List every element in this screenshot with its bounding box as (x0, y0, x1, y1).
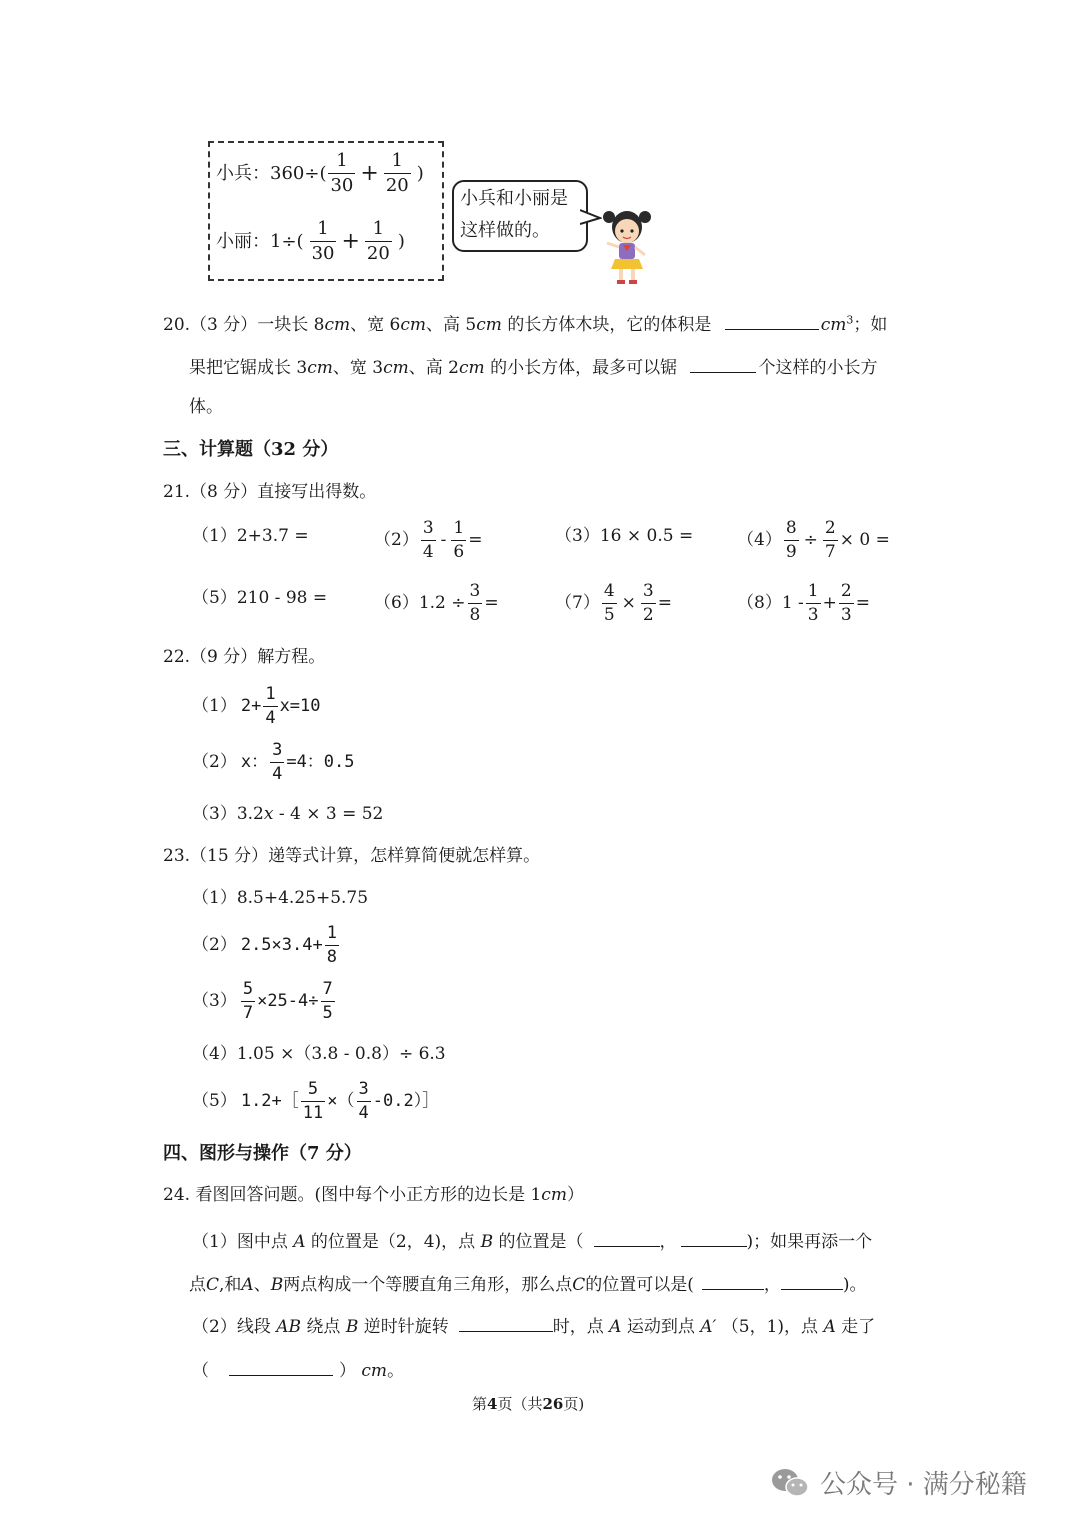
q22-item-1: （1） 2+ $\frac{1}{4}$ x=10 (192, 684, 321, 728)
q22-item-2: （2） x： $\frac{3}{4}$ =4：0.5 (192, 740, 355, 784)
answer-blank-volume[interactable] (725, 313, 819, 330)
answer-blank-by[interactable] (681, 1230, 747, 1247)
fraction: $\frac{2}{3}$ (840, 581, 852, 625)
page-number: 第4页（共26页) (472, 1395, 585, 1413)
q21-item-4: （4） $\frac{8}{9}$ ÷ $\frac{2}{7}$ × 0 = (737, 518, 890, 562)
answer-blank-cx[interactable] (702, 1273, 764, 1290)
q21-item-6: （6）1.2 ÷ $\frac{3}{8}$ = (374, 581, 499, 625)
q23-item-4: （4）1.05 ×（3.8 - 0.8）÷ 6.3 (192, 1044, 446, 1064)
q24-item-1-line-2: 点C,和A、B两点构成一个等腰直角三角形，那么点C的位置可以是( ， )。 (189, 1275, 867, 1295)
fraction: $\frac{1}{30}$ (330, 150, 354, 196)
answer-blank-cy[interactable] (781, 1273, 843, 1290)
fraction: $\frac{2}{7}$ (824, 518, 836, 562)
speech-line-2: 这样做的。 (460, 220, 550, 241)
q21-item-7: （7） $\frac{4}{5}$ × $\frac{3}{2}$ = (555, 581, 672, 625)
q24-item-2-line-1: （2）线段 AB 绕点 B 逆时针旋转 时，点 A 运动到点 A′ （5，1)，点 A 走了 (192, 1317, 876, 1337)
fraction: $\frac{3}{4}$ (422, 518, 434, 562)
q21-item-1: （1）2+3.7 = (192, 526, 309, 546)
answer-blank-angle[interactable] (459, 1315, 553, 1332)
watermark: 公众号 · 满分秘籍 (770, 1464, 1027, 1501)
fraction: $\frac{1}{30}$ (311, 218, 335, 264)
fraction: $\frac{7}{5}$ (322, 979, 333, 1023)
answer-blank-count[interactable] (690, 356, 756, 373)
q22-item-3: （3）3.2x - 4 × 3 = 52 (192, 804, 384, 824)
fraction: $\frac{4}{5}$ (603, 581, 615, 625)
answer-blank-distance[interactable] (229, 1359, 333, 1376)
fraction: $\frac{1}{3}$ (807, 581, 819, 625)
fraction: $\frac{1}{8}$ (326, 923, 337, 967)
q24-item-2-line-2: （ ） cm。 (192, 1361, 405, 1381)
q20-line-2: 果把它锯成长 3cm、宽 3cm、高 2cm 的小长方体，最多可以锯 个这样的小长方 (189, 358, 878, 378)
q21-item-3: （3）16 × 0.5 = (555, 526, 694, 546)
q20-line-3: 体。 (189, 397, 223, 417)
fraction: $\frac{8}{9}$ (785, 518, 797, 562)
q23-item-1: （1）8.5+4.25+5.75 (192, 888, 369, 908)
fraction: $\frac{5}{11}$ (302, 1079, 324, 1123)
q21-item-2: （2） $\frac{3}{4}$ - $\frac{1}{6}$ = (374, 518, 483, 562)
section-3-heading: 三、计算题（32 分） (163, 439, 339, 460)
fraction: $\frac{3}{2}$ (642, 581, 654, 625)
fraction: $\frac{3}{4}$ (272, 740, 283, 784)
q22-title: 22.（9 分）解方程。 (163, 647, 326, 667)
section-4-heading: 四、图形与操作（7 分） (163, 1143, 362, 1164)
fraction: $\frac{1}{4}$ (265, 684, 276, 728)
q23-item-3: （3） $\frac{5}{7}$ ×25-4÷ $\frac{7}{5}$ (192, 979, 333, 1023)
fraction: $\frac{3}{8}$ (469, 581, 481, 625)
fraction: $\frac{1}{20}$ (366, 218, 390, 264)
q21-title: 21.（8 分）直接写出得数。 (163, 482, 377, 502)
q21-item-8: （8）1 - $\frac{1}{3}$ + $\frac{2}{3}$ = (737, 581, 870, 625)
fraction: $\frac{3}{4}$ (358, 1079, 369, 1123)
speech-line-1: 小兵和小丽是 (460, 188, 568, 209)
q20-line-1: 20.（3 分）一块长 8cm、宽 6cm、高 5cm 的长方体木块，它的体积是 $cm^3$；如 (163, 313, 888, 335)
wechat-icon (770, 1466, 810, 1500)
fraction: $\frac{1}{6}$ (453, 518, 465, 562)
xiaoli-method: 小丽： 1÷( $\frac{1}{30}$ + $\frac{1}{20}$ ) (216, 218, 405, 264)
fraction: $\frac{5}{7}$ (242, 979, 254, 1023)
q24-item-1-line-1: （1）图中点 A 的位置是（2，4)，点 B 的位置是（ ， )；如果再添一个 (192, 1232, 873, 1252)
cartoon-girl-icon (597, 205, 657, 287)
xiaobing-method: 小兵： 360÷( $\frac{1}{30}$ + $\frac{1}{20}$ ) (216, 150, 424, 196)
answer-blank-bx[interactable] (594, 1230, 660, 1247)
q23-item-2: （2） 2.5×3.4+ $\frac{1}{8}$ (192, 923, 337, 967)
q23-item-5: （5） 1.2+［ $\frac{5}{11}$ ×（ $\frac{3}{4}$ -0.2）］ (192, 1079, 440, 1123)
fraction: $\frac{1}{20}$ (385, 150, 409, 196)
q21-item-5: （5）210 - 98 = (192, 588, 328, 608)
q24-title: 24. 看图回答问题。(图中每个小正方形的边长是 1cm） (163, 1185, 584, 1205)
q23-title: 23.（15 分）递等式计算，怎样算简便就怎样算。 (163, 846, 541, 866)
